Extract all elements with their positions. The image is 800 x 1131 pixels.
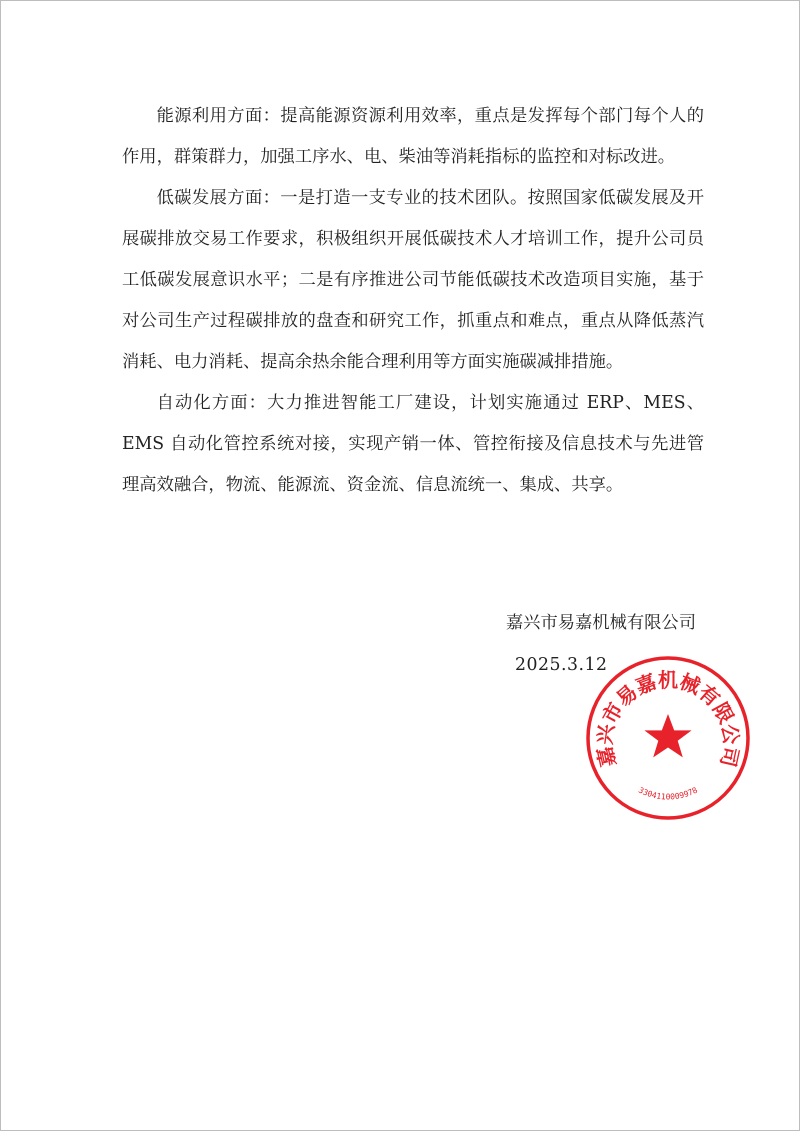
signature-date: 2025.3.12 xyxy=(515,655,608,675)
company-seal xyxy=(578,648,758,828)
paragraph-energy: 能源利用方面：提高能源资源利用效率，重点是发挥每个部门每个人的作用，群策群力，加强工序水、电、柴油等消耗指标的监控和对标改进。 xyxy=(122,106,704,167)
paragraph-low-carbon: 低碳发展方面：一是打造一支专业的技术团队。按照国家低碳发展及开展碳排放交易工作要求，积极组织开展低碳技术人才培训工作，提升公司员工低碳发展意识水平；二是有序推进公司节能低碳技术改造项目实施，基于对公司生产过程碳排放的盘查和研究工作，抓重点和难点，重点从降低蒸汽消耗、电力消耗、提高余热余能合理利用等方面实施碳减排措施。 xyxy=(122,188,704,372)
document-body xyxy=(122,96,704,506)
paragraph-automation: 自动化方面：大力推进智能工厂建设，计划实施通过 ERP、MES、EMS 自动化管控系统对接，实现产销一体、管控衔接及信息技术与先进管理高效融合，物流、能源流、资金流、信息流统一、集成、共享。 xyxy=(122,393,704,495)
signature-company: 嘉兴市易嘉机械有限公司 xyxy=(505,613,696,633)
seal-code: 3304110009978 xyxy=(637,785,699,802)
seal-text: 嘉兴市易嘉机械有限公司 xyxy=(592,668,744,770)
star-icon xyxy=(644,714,691,757)
